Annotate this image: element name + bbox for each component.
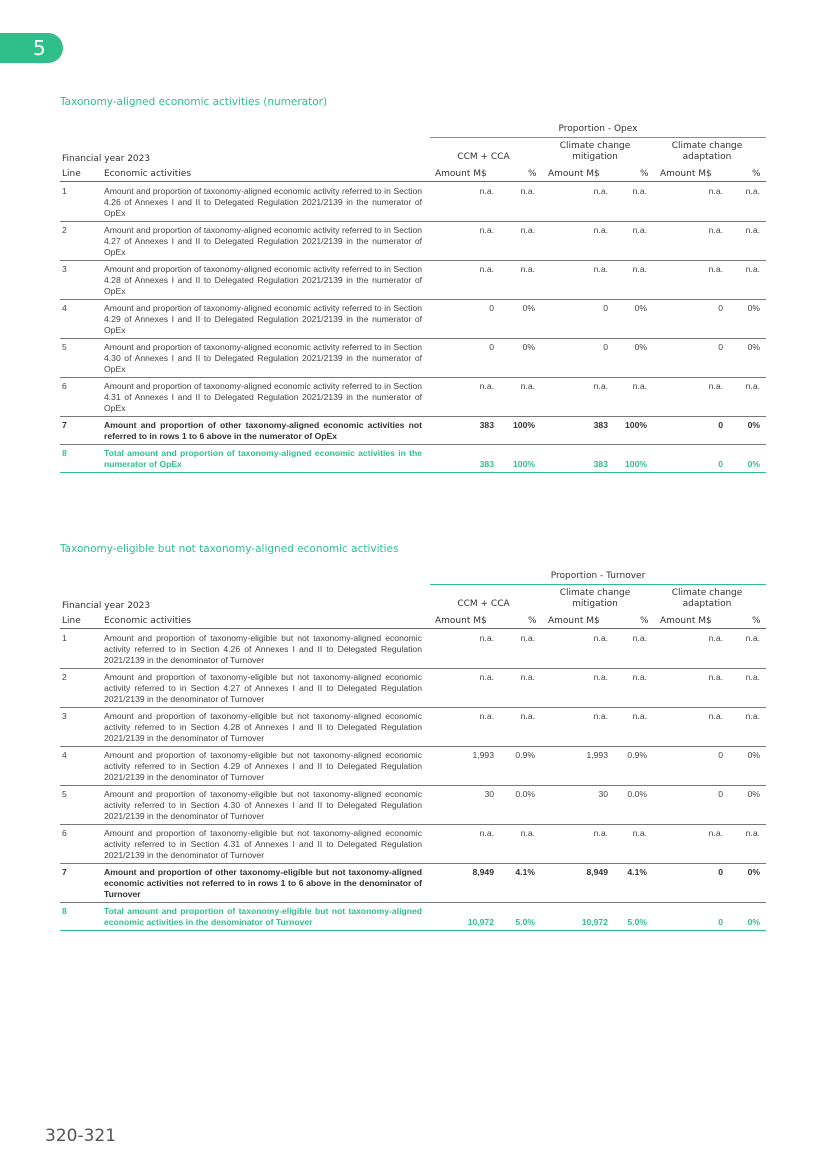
- cell-amount-mitigation: 0: [603, 342, 608, 352]
- cell-amount-mitigation: n.a.: [593, 381, 608, 391]
- cell-pct-mitigation: n.a.: [632, 264, 647, 274]
- cell-pct-ccm-cca: 100%: [513, 459, 535, 469]
- table-row: [60, 417, 766, 445]
- cell-amount-adaptation: n.a.: [708, 711, 723, 721]
- cell-amount-adaptation: 0: [718, 750, 723, 760]
- row-description: Amount and proportion of taxonomy-aligned economic activity referred to in Section 4.29 of Annexes I and II to Delegated Regulation 2021/2139 in the numerator of OpEx: [104, 303, 422, 335]
- table-row: [60, 864, 766, 903]
- cell-pct-ccm-cca: n.a.: [520, 264, 535, 274]
- row-line-number: 6: [62, 381, 67, 391]
- cell-amount-mitigation: n.a.: [593, 264, 608, 274]
- cell-amount-ccm-cca: n.a.: [479, 186, 494, 196]
- cell-amount-mitigation: n.a.: [593, 828, 608, 838]
- group-header-mitigation: Climate change mitigation: [559, 588, 631, 609]
- cell-amount-mitigation: 383: [593, 459, 608, 469]
- cell-amount-adaptation: 0: [718, 789, 723, 799]
- col-amount-mitigation: Amount M$: [548, 616, 600, 626]
- col-amount-mitigation: Amount M$: [548, 169, 600, 179]
- column-header-row: [60, 615, 766, 629]
- col-amount-adaptation: Amount M$: [660, 616, 712, 626]
- row-line-number: 5: [62, 342, 67, 352]
- financial-year-label: Financial year 2023: [62, 154, 151, 164]
- cell-amount-mitigation: n.a.: [593, 672, 608, 682]
- cell-pct-adaptation: n.a.: [745, 672, 760, 682]
- row-line-number: 1: [62, 186, 67, 196]
- cell-pct-mitigation: 4.1%: [627, 867, 647, 877]
- table-row: [60, 747, 766, 786]
- cell-amount-mitigation: n.a.: [593, 633, 608, 643]
- cell-amount-ccm-cca: 383: [479, 459, 494, 469]
- cell-pct-adaptation: 0%: [747, 750, 760, 760]
- col-activity: Economic activities: [104, 169, 192, 179]
- table-row: [60, 222, 766, 261]
- cell-amount-adaptation: n.a.: [708, 264, 723, 274]
- group-header-adaptation: Climate change adaptation: [671, 141, 743, 162]
- cell-amount-adaptation: 0: [718, 303, 723, 313]
- cell-pct-ccm-cca: 100%: [513, 420, 535, 430]
- col-amount-adaptation: Amount M$: [660, 169, 712, 179]
- cell-pct-adaptation: n.a.: [745, 381, 760, 391]
- proportion-header: Proportion - Opex: [430, 122, 766, 138]
- cell-amount-adaptation: n.a.: [708, 828, 723, 838]
- table-row: [60, 903, 766, 931]
- row-description: Amount and proportion of taxonomy-eligible but not taxonomy-aligned economic activity referred to in Section 4.26 of Annexes I and II to Delegated Regulation 2021/2139 in the denominator of Turnover: [104, 633, 422, 665]
- table-row: [60, 261, 766, 300]
- cell-amount-adaptation: 0: [718, 342, 723, 352]
- cell-amount-ccm-cca: 0: [489, 303, 494, 313]
- row-description: Amount and proportion of taxonomy-aligned economic activity referred to in Section 4.26 of Annexes I and II to Delegated Regulation 2021/2139 in the numerator of OpEx: [104, 186, 422, 218]
- cell-amount-adaptation: 0: [718, 420, 723, 430]
- cell-pct-adaptation: n.a.: [745, 633, 760, 643]
- cell-pct-mitigation: 100%: [625, 420, 647, 430]
- row-line-number: 8: [62, 906, 67, 916]
- row-description: Amount and proportion of taxonomy-aligned economic activity referred to in Section 4.31 of Annexes I and II to Delegated Regulation 2021/2139 in the numerator of OpEx: [104, 381, 422, 413]
- cell-pct-mitigation: n.a.: [632, 225, 647, 235]
- row-line-number: 3: [62, 264, 67, 274]
- row-line-number: 2: [62, 672, 67, 682]
- cell-pct-mitigation: n.a.: [632, 711, 647, 721]
- cell-amount-ccm-cca: 10,972: [467, 917, 494, 927]
- cell-pct-ccm-cca: 0%: [522, 303, 535, 313]
- cell-pct-adaptation: n.a.: [745, 264, 760, 274]
- cell-pct-mitigation: n.a.: [632, 633, 647, 643]
- cell-amount-ccm-cca: 30: [484, 789, 494, 799]
- cell-amount-mitigation: 30: [598, 789, 608, 799]
- cell-amount-adaptation: n.a.: [708, 186, 723, 196]
- row-line-number: 2: [62, 225, 67, 235]
- cell-pct-adaptation: 0%: [747, 420, 760, 430]
- col-pct-adaptation: %: [752, 616, 761, 626]
- cell-pct-adaptation: n.a.: [745, 186, 760, 196]
- cell-amount-adaptation: 0: [718, 867, 723, 877]
- row-description: Amount and proportion of taxonomy-eligible but not taxonomy-aligned economic activity referred to in Section 4.29 of Annexes I and II to Delegated Regulation 2021/2139 in the denominator of Turnover: [104, 750, 422, 782]
- cell-amount-ccm-cca: n.a.: [479, 381, 494, 391]
- column-header-row: [60, 168, 766, 182]
- rows-body: [60, 630, 766, 931]
- row-description: Amount and proportion of other taxonomy-aligned economic activities not referred to in rows 1 to 6 above in the numerator of OpEx: [104, 420, 422, 441]
- cell-pct-mitigation: 0.0%: [627, 789, 647, 799]
- cell-pct-ccm-cca: n.a.: [520, 186, 535, 196]
- cell-pct-adaptation: 0%: [747, 342, 760, 352]
- cell-amount-mitigation: 8,949: [586, 867, 608, 877]
- table-row: [60, 786, 766, 825]
- col-amount-ccm-cca: Amount M$: [435, 169, 487, 179]
- financial-year-label: Financial year 2023: [62, 601, 151, 611]
- row-description: Amount and proportion of taxonomy-aligned economic activity referred to in Section 4.27 of Annexes I and II to Delegated Regulation 2021/2139 in the numerator of OpEx: [104, 225, 422, 257]
- table-row: [60, 630, 766, 669]
- cell-pct-ccm-cca: 0.0%: [515, 789, 535, 799]
- cell-pct-mitigation: 100%: [625, 459, 647, 469]
- cell-pct-mitigation: n.a.: [632, 381, 647, 391]
- col-pct-adaptation: %: [752, 169, 761, 179]
- cell-pct-adaptation: 0%: [747, 303, 760, 313]
- cell-amount-adaptation: 0: [718, 459, 723, 469]
- col-activity: Economic activities: [104, 616, 192, 626]
- row-description: Amount and proportion of taxonomy-eligible but not taxonomy-aligned economic activity referred to in Section 4.31 of Annexes I and II to Delegated Regulation 2021/2139 in the denominator of Turnover: [104, 828, 422, 860]
- cell-pct-ccm-cca: n.a.: [520, 711, 535, 721]
- table-row: [60, 300, 766, 339]
- row-description: Amount and proportion of taxonomy-eligible but not taxonomy-aligned economic activity referred to in Section 4.30 of Annexes I and II to Delegated Regulation 2021/2139 in the denominator of Turnover: [104, 789, 422, 821]
- row-description: Amount and proportion of other taxonomy-eligible but not taxonomy-aligned economic activities not referred to in rows 1 to 6 above in the denominator of Turnover: [104, 867, 422, 899]
- table-row: [60, 378, 766, 417]
- page-number: 320-321: [45, 1126, 117, 1146]
- row-line-number: 1: [62, 633, 67, 643]
- col-line: Line: [62, 616, 81, 626]
- cell-amount-adaptation: n.a.: [708, 225, 723, 235]
- col-amount-ccm-cca: Amount M$: [435, 616, 487, 626]
- row-line-number: 7: [62, 867, 67, 877]
- table-row: [60, 708, 766, 747]
- row-description: Total amount and proportion of taxonomy-eligible but not taxonomy-aligned economic activities in the denominator of Turnover: [104, 906, 422, 927]
- row-line-number: 4: [62, 303, 67, 313]
- rows-body: [60, 183, 766, 473]
- proportion-header: Proportion - Turnover: [430, 569, 766, 585]
- section-title-aligned: Taxonomy-aligned economic activities (numerator): [60, 96, 328, 108]
- cell-pct-adaptation: 0%: [747, 867, 760, 877]
- row-description: Amount and proportion of taxonomy-aligned economic activity referred to in Section 4.30 of Annexes I and II to Delegated Regulation 2021/2139 in the numerator of OpEx: [104, 342, 422, 374]
- cell-pct-ccm-cca: n.a.: [520, 381, 535, 391]
- cell-amount-mitigation: n.a.: [593, 186, 608, 196]
- cell-pct-adaptation: 0%: [747, 459, 760, 469]
- cell-amount-ccm-cca: 383: [479, 420, 494, 430]
- col-pct-mitigation: %: [640, 169, 649, 179]
- cell-pct-ccm-cca: 0.9%: [515, 750, 535, 760]
- cell-pct-ccm-cca: 4.1%: [515, 867, 535, 877]
- cell-pct-mitigation: 0%: [634, 342, 647, 352]
- cell-amount-ccm-cca: 8,949: [472, 867, 494, 877]
- cell-pct-ccm-cca: n.a.: [520, 828, 535, 838]
- row-line-number: 3: [62, 711, 67, 721]
- group-header-adaptation: Climate change adaptation: [671, 588, 743, 609]
- col-pct-ccm-cca: %: [528, 169, 537, 179]
- cell-pct-ccm-cca: n.a.: [520, 225, 535, 235]
- table-row: [60, 445, 766, 473]
- row-line-number: 7: [62, 420, 67, 430]
- cell-amount-adaptation: n.a.: [708, 672, 723, 682]
- cell-pct-mitigation: n.a.: [632, 186, 647, 196]
- row-line-number: 5: [62, 789, 67, 799]
- cell-pct-mitigation: n.a.: [632, 828, 647, 838]
- cell-pct-mitigation: 0.9%: [627, 750, 647, 760]
- group-header-ccm-cca: CCM + CCA: [457, 152, 510, 162]
- table-row: [60, 339, 766, 378]
- cell-amount-ccm-cca: n.a.: [479, 225, 494, 235]
- cell-amount-mitigation: 0: [603, 303, 608, 313]
- group-header-ccm-cca: CCM + CCA: [457, 599, 510, 609]
- cell-pct-mitigation: 0%: [634, 303, 647, 313]
- cell-amount-ccm-cca: n.a.: [479, 828, 494, 838]
- row-line-number: 6: [62, 828, 67, 838]
- cell-pct-adaptation: 0%: [747, 789, 760, 799]
- cell-amount-ccm-cca: n.a.: [479, 672, 494, 682]
- cell-pct-adaptation: n.a.: [745, 828, 760, 838]
- cell-pct-ccm-cca: 5.0%: [515, 917, 535, 927]
- cell-amount-ccm-cca: n.a.: [479, 711, 494, 721]
- col-line: Line: [62, 169, 81, 179]
- chapter-tab: [0, 33, 63, 63]
- cell-pct-adaptation: 0%: [747, 917, 760, 927]
- cell-amount-ccm-cca: n.a.: [479, 264, 494, 274]
- cell-amount-ccm-cca: n.a.: [479, 633, 494, 643]
- cell-amount-mitigation: n.a.: [593, 711, 608, 721]
- cell-amount-adaptation: n.a.: [708, 381, 723, 391]
- table-row: [60, 183, 766, 222]
- row-description: Amount and proportion of taxonomy-eligible but not taxonomy-aligned economic activity referred to in Section 4.28 of Annexes I and II to Delegated Regulation 2021/2139 in the denominator of Turnover: [104, 711, 422, 743]
- row-description: Amount and proportion of taxonomy-aligned economic activity referred to in Section 4.28 of Annexes I and II to Delegated Regulation 2021/2139 in the numerator of OpEx: [104, 264, 422, 296]
- cell-amount-adaptation: 0: [718, 917, 723, 927]
- cell-amount-adaptation: n.a.: [708, 633, 723, 643]
- cell-pct-ccm-cca: n.a.: [520, 672, 535, 682]
- cell-pct-ccm-cca: 0%: [522, 342, 535, 352]
- cell-amount-ccm-cca: 0: [489, 342, 494, 352]
- row-description: Total amount and proportion of taxonomy-aligned economic activities in the numerator of OpEx: [104, 448, 422, 469]
- cell-pct-mitigation: 5.0%: [627, 917, 647, 927]
- cell-pct-ccm-cca: n.a.: [520, 633, 535, 643]
- table-row: [60, 825, 766, 864]
- row-description: Amount and proportion of taxonomy-eligible but not taxonomy-aligned economic activity referred to in Section 4.27 of Annexes I and II to Delegated Regulation 2021/2139 in the denominator of Turnover: [104, 672, 422, 704]
- cell-pct-adaptation: n.a.: [745, 711, 760, 721]
- table-row: [60, 669, 766, 708]
- cell-amount-mitigation: 10,972: [581, 917, 608, 927]
- row-line-number: 8: [62, 448, 67, 458]
- cell-amount-mitigation: 383: [593, 420, 608, 430]
- cell-amount-mitigation: 1,993: [586, 750, 608, 760]
- section-title-eligible: Taxonomy-eligible but not taxonomy-aligned economic activities: [60, 543, 399, 555]
- col-pct-mitigation: %: [640, 616, 649, 626]
- chapter-number: 5: [33, 36, 46, 60]
- cell-amount-ccm-cca: 1,993: [472, 750, 494, 760]
- row-line-number: 4: [62, 750, 67, 760]
- cell-pct-adaptation: n.a.: [745, 225, 760, 235]
- cell-pct-mitigation: n.a.: [632, 672, 647, 682]
- cell-amount-mitigation: n.a.: [593, 225, 608, 235]
- col-pct-ccm-cca: %: [528, 616, 537, 626]
- group-header-mitigation: Climate change mitigation: [559, 141, 631, 162]
